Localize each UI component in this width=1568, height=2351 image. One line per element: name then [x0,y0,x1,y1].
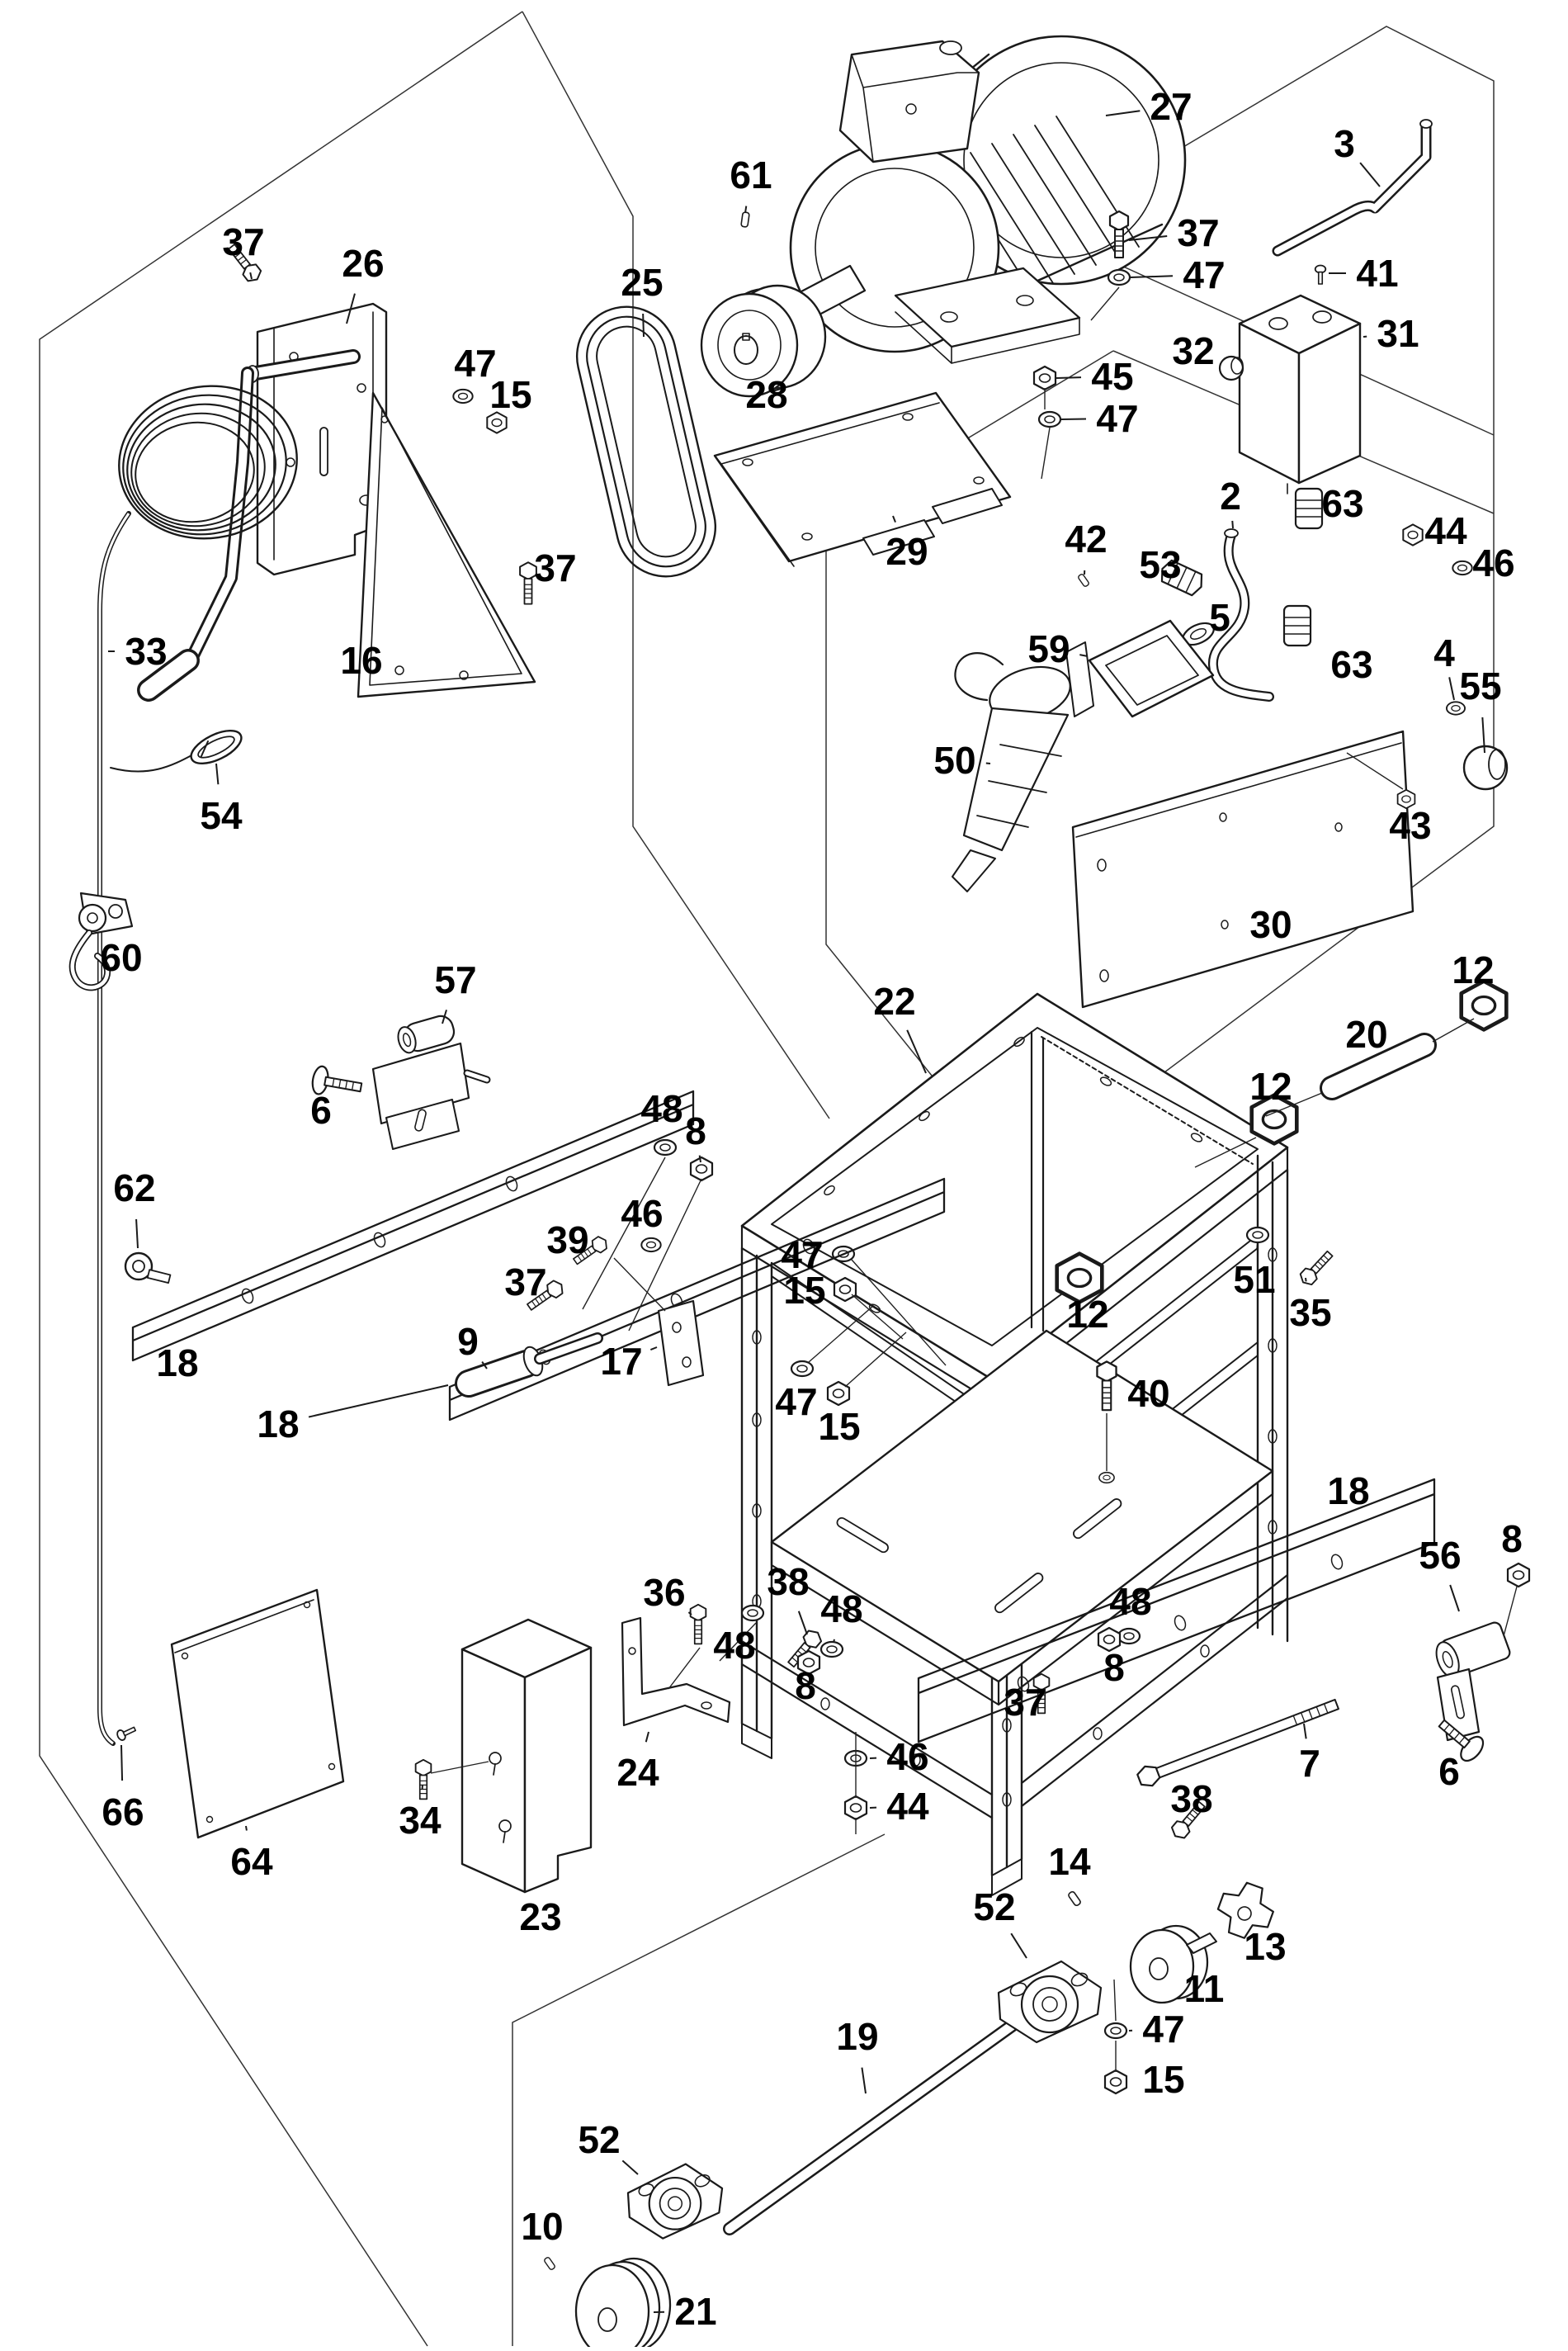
callout-47: 47 [1183,253,1225,296]
callout-37: 37 [534,546,576,589]
nut-8-far-right [1508,1563,1529,1587]
washer-46-mid [641,1238,660,1251]
callout-17: 17 [600,1340,642,1383]
callout-8: 8 [1103,1646,1125,1689]
callout-60: 60 [100,936,142,979]
part-63-cable-gland-lower [1284,606,1311,646]
callout-20: 20 [1345,1013,1387,1056]
callout-16: 16 [340,639,382,682]
callout-15: 15 [783,1269,825,1312]
part-64-panel [172,1590,343,1838]
part-23-cover [462,1620,591,1892]
callout-11: 11 [1184,1967,1225,2010]
callout-47: 47 [775,1380,817,1423]
callout-38: 38 [767,1560,809,1603]
callout-30: 30 [1249,903,1292,946]
callout-27: 27 [1150,85,1192,128]
callout-52: 52 [973,1885,1015,1928]
callout-44: 44 [1424,509,1467,552]
bolt-36 [691,1605,706,1644]
part-61-key-pin [741,212,749,228]
callout-35: 35 [1289,1291,1331,1334]
callout-7: 7 [1299,1742,1320,1785]
callout-47: 47 [454,342,496,385]
callout-32: 32 [1172,329,1214,372]
part-9-handle-roller [469,1338,597,1384]
callout-leader-4 [1449,677,1454,700]
callout-leader-22 [907,1030,926,1073]
callout-12: 12 [1452,948,1494,991]
washer-47-top-right [1108,270,1130,285]
callout-6: 6 [1438,1750,1460,1793]
callout-10: 10 [521,2205,563,2248]
callout-leader-52 [622,2160,638,2174]
callout-43: 43 [1389,804,1431,847]
callout-46: 46 [886,1735,928,1778]
washer-40 [1099,1473,1114,1483]
callout-leader-8 [700,1156,701,1162]
part-33-cable-coil [100,375,307,1743]
part-57-latch [373,1013,487,1149]
washer-51 [1247,1228,1268,1242]
callout-leader-66 [121,1745,122,1781]
callout-19: 19 [836,2015,878,2058]
callout-4: 4 [1433,632,1455,674]
callout-leader-61 [745,206,746,213]
callout-14: 14 [1048,1840,1091,1883]
callout-46: 46 [621,1192,663,1235]
callout-15: 15 [818,1405,860,1448]
callout-leader-62 [136,1219,138,1248]
callout-26: 26 [342,242,384,285]
callout-15: 15 [1142,2058,1184,2101]
callout-47: 47 [1142,2008,1184,2051]
callout-37: 37 [222,220,264,263]
part-29-motor-plate [715,393,1010,566]
callout-leader-7 [1304,1724,1306,1738]
part-63-cable-gland-upper [1296,489,1322,528]
callout-13: 13 [1244,1925,1286,1968]
callout-leader-2 [1232,521,1233,528]
callout-66: 66 [102,1790,144,1833]
nut-45 [1034,367,1056,390]
part-14-key [1068,1890,1082,1906]
callout-52: 52 [578,2118,620,2161]
callout-5: 5 [1209,596,1230,639]
callout-63: 63 [1330,643,1372,686]
washer-46-top [1452,561,1471,575]
callout-48: 48 [713,1624,755,1667]
callout-leader-56 [1450,1585,1459,1611]
nut-15-frame-1 [834,1278,856,1301]
nut-44-top [1403,524,1422,545]
callout-41: 41 [1356,252,1398,295]
callout-leader-64 [246,1826,247,1830]
callout-39: 39 [546,1218,588,1261]
callout-leader-17 [650,1347,657,1350]
callout-48: 48 [820,1587,862,1630]
part-31-switch-box [1240,296,1360,494]
part-55-knob [1464,746,1507,789]
callout-33: 33 [125,630,167,673]
callout-28: 28 [745,373,787,416]
part-16-gusset-plate [358,393,535,697]
washer-47-left [453,390,472,403]
callout-37: 37 [1004,1681,1046,1724]
callout-37: 37 [504,1261,546,1303]
callout-48: 48 [640,1087,682,1130]
callout-42: 42 [1065,518,1107,561]
callout-38: 38 [1170,1777,1212,1820]
part-42-pin [1078,574,1090,588]
part-21-pulley [576,2259,670,2347]
part-62-eye-bolt [125,1253,170,1283]
washer-48-left [654,1140,676,1155]
callout-25: 25 [621,261,663,304]
washer-48-mid-2 [821,1642,843,1657]
callout-45: 45 [1091,355,1133,398]
callout-leader-52 [1011,1933,1027,1958]
callout-53: 53 [1139,543,1181,586]
motor-terminal-box [840,41,979,162]
callout-leader-3 [1360,163,1380,187]
callout-3: 3 [1334,122,1355,165]
washer-47-mid [1039,412,1060,427]
washer-48-mid-1 [742,1606,763,1620]
callout-61: 61 [730,154,772,196]
callout-24: 24 [616,1751,659,1794]
part-32-switch-button [1220,357,1243,380]
callout-9: 9 [457,1320,479,1363]
callout-18: 18 [1327,1469,1369,1512]
callout-leader-45 [1056,377,1081,378]
callout-21: 21 [674,2290,716,2333]
callout-55: 55 [1459,665,1501,707]
callout-31: 31 [1377,312,1419,355]
part-27-electric-motor [782,36,1185,363]
callout-8: 8 [685,1109,706,1152]
callout-23: 23 [519,1895,561,1938]
callout-18: 18 [257,1403,299,1445]
callout-37: 37 [1177,211,1219,254]
callout-62: 62 [113,1166,155,1209]
callout-34: 34 [399,1799,442,1842]
callout-22: 22 [873,980,915,1023]
callout-59: 59 [1027,627,1070,670]
part-30-side-plate [1073,731,1413,1007]
callout-15: 15 [489,373,531,416]
callout-leader-24 [646,1732,649,1742]
callout-leader-38 [799,1611,807,1634]
callout-40: 40 [1127,1372,1169,1415]
callout-36: 36 [643,1571,685,1614]
callout-57: 57 [434,958,476,1001]
part-10-key [544,2257,556,2271]
callout-2: 2 [1220,475,1241,518]
part-66-screw [116,1724,137,1742]
washer-47-frame-2 [791,1361,813,1376]
callout-29: 29 [886,530,928,573]
callout-51: 51 [1233,1258,1275,1301]
callout-12: 12 [1066,1293,1108,1336]
callout-50: 50 [933,739,975,782]
callout-56: 56 [1419,1534,1461,1577]
bolt-35 [1297,1248,1335,1288]
callout-44: 44 [886,1785,929,1828]
part-54-snap-hook [111,724,246,771]
callout-leader-19 [862,2068,866,2093]
part-41-screw [1315,266,1326,285]
washer-47-bottom [1105,2023,1126,2038]
callout-leader-51 [1257,1242,1258,1248]
callout-48: 48 [1109,1580,1151,1623]
callout-63: 63 [1321,482,1363,525]
nut-8-left [691,1157,712,1180]
callout-leader-25 [643,314,644,337]
washer-48-right [1118,1629,1140,1644]
callout-47: 47 [781,1233,823,1276]
callout-leader-18 [309,1385,448,1417]
callout-8: 8 [795,1664,816,1707]
part-52-bearing-lower [628,2164,722,2239]
nut-44-bottom [845,1796,867,1819]
callout-8: 8 [1501,1517,1523,1560]
callout-leader-47 [1131,276,1173,277]
bolt-34 [416,1760,432,1800]
callout-54: 54 [200,794,243,837]
part-17-bracket [659,1301,703,1385]
callout-12: 12 [1249,1065,1292,1108]
callout-leader-54 [216,764,218,784]
callout-6: 6 [310,1089,332,1132]
callout-47: 47 [1096,397,1138,440]
nut-15-bottom [1105,2070,1126,2093]
callout-18: 18 [156,1341,198,1384]
callout-46: 46 [1472,542,1514,584]
callout-64: 64 [230,1840,273,1883]
